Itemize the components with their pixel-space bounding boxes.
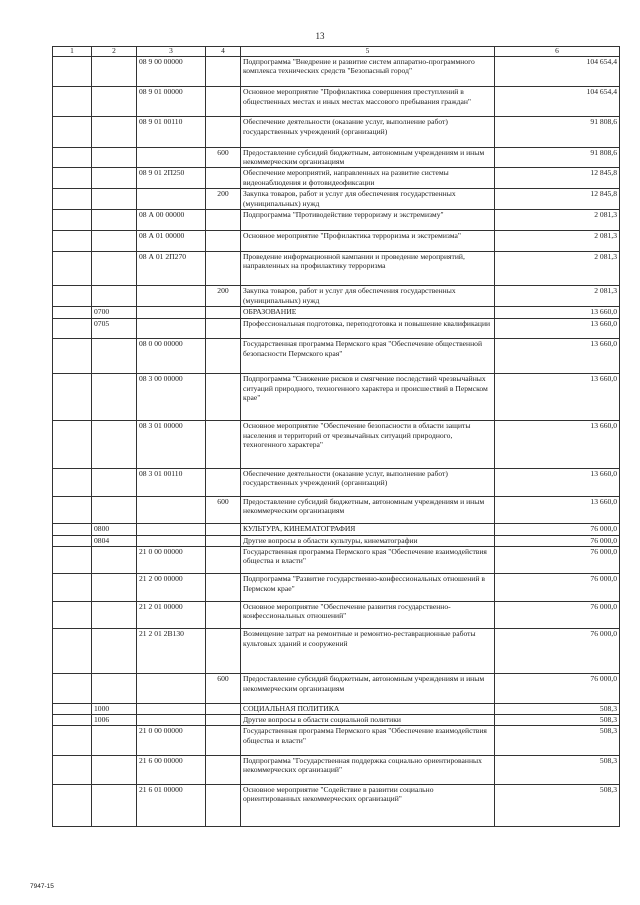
cell-col-5: Обеспечение мероприятий, направленных на развитие системы видеонаблюдения и фотовидеофиксации	[241, 168, 495, 189]
cell-col-1	[53, 546, 92, 573]
header-col-3: 3	[137, 47, 206, 57]
cell-col-4	[206, 574, 241, 601]
cell-col-1	[53, 629, 92, 674]
cell-col-2	[92, 785, 137, 827]
cell-col-4	[206, 546, 241, 573]
cell-col-2	[92, 726, 137, 755]
cell-col-2	[92, 374, 137, 421]
cell-col-2	[92, 468, 137, 496]
table-row	[53, 230, 620, 251]
cell-col-2	[92, 755, 137, 784]
cell-col-2: 0700	[92, 307, 137, 318]
cell-col-5: Профессиональная подготовка, переподготовка и повышение квалификации	[241, 318, 495, 339]
cell-col-1	[53, 601, 92, 628]
table-row	[53, 574, 620, 601]
table-row	[53, 601, 620, 628]
table-row	[53, 87, 620, 117]
table-row	[53, 726, 620, 755]
cell-col-6: 13 660,0	[495, 468, 620, 496]
cell-col-3: 08 А 01 2П270	[137, 251, 206, 286]
cell-col-5: ОБРАЗОВАНИЕ	[241, 307, 495, 318]
cell-col-4	[206, 785, 241, 827]
table-row	[53, 307, 620, 318]
cell-col-5: Возмещение затрат на ремонтные и ремонтно-реставрационные работы культовых зданий и сооружений	[241, 629, 495, 674]
cell-col-3: 21 2 00 00000	[137, 574, 206, 601]
cell-col-1	[53, 524, 92, 535]
header-col-1: 1	[53, 47, 92, 57]
cell-col-4	[206, 307, 241, 318]
cell-col-3: 21 6 00 00000	[137, 755, 206, 784]
cell-col-6: 13 660,0	[495, 339, 620, 374]
cell-col-4: 600	[206, 496, 241, 523]
table-row	[53, 251, 620, 286]
table-row	[53, 57, 620, 87]
cell-col-5: Основное мероприятие "Содействие в развитии социально ориентированных некоммерческих организаций"	[241, 785, 495, 827]
cell-col-3: 08 А 01 00000	[137, 230, 206, 251]
cell-col-6: 508,3	[495, 755, 620, 784]
cell-col-6: 76 000,0	[495, 601, 620, 628]
cell-col-4	[206, 230, 241, 251]
cell-col-5: Государственная программа Пермского края "Обеспечение взаимодействия общества и власти"	[241, 546, 495, 573]
cell-col-2	[92, 574, 137, 601]
cell-col-6: 508,3	[495, 715, 620, 726]
cell-col-4	[206, 251, 241, 286]
table-row	[53, 147, 620, 168]
table-row	[53, 755, 620, 784]
cell-col-5: Основное мероприятие "Профилактика терроризма и экстремизма"	[241, 230, 495, 251]
cell-col-6: 13 660,0	[495, 307, 620, 318]
cell-col-2	[92, 230, 137, 251]
cell-col-4	[206, 524, 241, 535]
cell-col-3	[137, 307, 206, 318]
cell-col-1	[53, 785, 92, 827]
cell-col-2	[92, 57, 137, 87]
cell-col-4	[206, 468, 241, 496]
header-col-4: 4	[206, 47, 241, 57]
cell-col-3	[137, 524, 206, 535]
cell-col-1	[53, 715, 92, 726]
cell-col-5: Подпрограмма "Снижение рисков и смягчение последствий чрезвычайных ситуаций природного, техногенного характера и происшествий в Пермском крае"	[241, 374, 495, 421]
cell-col-2	[92, 168, 137, 189]
cell-col-6: 76 000,0	[495, 524, 620, 535]
header-col-2: 2	[92, 47, 137, 57]
budget-table	[52, 46, 620, 827]
cell-col-2	[92, 496, 137, 523]
cell-col-2: 1006	[92, 715, 137, 726]
cell-col-5: Государственная программа Пермского края "Обеспечение общественной безопасности Пермского края"	[241, 339, 495, 374]
cell-col-3	[137, 703, 206, 714]
table-row	[53, 286, 620, 307]
cell-col-2	[92, 147, 137, 168]
cell-col-5: Закупка товаров, работ и услуг для обеспечения государственных (муниципальных) нужд	[241, 286, 495, 307]
header-row	[53, 47, 620, 57]
cell-col-1	[53, 755, 92, 784]
cell-col-4	[206, 339, 241, 374]
cell-col-3: 21 0 00 00000	[137, 546, 206, 573]
cell-col-3: 21 6 01 00000	[137, 785, 206, 827]
cell-col-2	[92, 339, 137, 374]
cell-col-1	[53, 574, 92, 601]
cell-col-3: 08 3 01 00000	[137, 421, 206, 468]
table-row	[53, 674, 620, 703]
cell-col-5: Другие вопросы в области культуры, кинематографии	[241, 535, 495, 546]
cell-col-5: СОЦИАЛЬНАЯ ПОЛИТИКА	[241, 703, 495, 714]
cell-col-1	[53, 168, 92, 189]
cell-col-1	[53, 87, 92, 117]
cell-col-4: 600	[206, 147, 241, 168]
cell-col-1	[53, 57, 92, 87]
table-row	[53, 496, 620, 523]
cell-col-4	[206, 87, 241, 117]
cell-col-6: 13 660,0	[495, 496, 620, 523]
cell-col-4	[206, 168, 241, 189]
cell-col-6: 76 000,0	[495, 574, 620, 601]
table-row	[53, 209, 620, 230]
cell-col-3: 08 9 01 2П250	[137, 168, 206, 189]
cell-col-4	[206, 117, 241, 147]
cell-col-5: Основное мероприятие "Обеспечение безопасности в области защиты населения и территорий от чрезвычайных ситуаций природного, техногенного характера"	[241, 421, 495, 468]
table-row	[53, 421, 620, 468]
cell-col-6: 2 081,3	[495, 251, 620, 286]
cell-col-5: Основное мероприятие "Обеспечение развития государственно-конфессиональных отношений"	[241, 601, 495, 628]
cell-col-6: 2 081,3	[495, 209, 620, 230]
cell-col-6: 91 808,6	[495, 117, 620, 147]
table-row	[53, 629, 620, 674]
cell-col-5: Государственная программа Пермского края "Обеспечение взаимодействия общества и власти"	[241, 726, 495, 755]
cell-col-3: 21 0 00 00000	[137, 726, 206, 755]
cell-col-4	[206, 209, 241, 230]
cell-col-6: 76 000,0	[495, 546, 620, 573]
cell-col-2: 0705	[92, 318, 137, 339]
cell-col-3: 08 0 00 00000	[137, 339, 206, 374]
cell-col-4	[206, 629, 241, 674]
cell-col-2	[92, 189, 137, 210]
cell-col-1	[53, 117, 92, 147]
cell-col-5: Предоставление субсидий бюджетным, автономным учреждениям и иным некоммерческим организациям	[241, 496, 495, 523]
cell-col-3: 08 3 00 00000	[137, 374, 206, 421]
cell-col-2	[92, 421, 137, 468]
cell-col-6: 508,3	[495, 785, 620, 827]
cell-col-1	[53, 468, 92, 496]
cell-col-6: 2 081,3	[495, 286, 620, 307]
cell-col-2	[92, 251, 137, 286]
cell-col-6: 508,3	[495, 726, 620, 755]
cell-col-1	[53, 339, 92, 374]
cell-col-5: Предоставление субсидий бюджетным, автономным учреждениям и иным некоммерческим организациям	[241, 147, 495, 168]
cell-col-1	[53, 147, 92, 168]
cell-col-5: Проведение информационной кампании и проведение мероприятий, направленных на профилактику терроризма	[241, 251, 495, 286]
cell-col-3	[137, 286, 206, 307]
table-row	[53, 189, 620, 210]
cell-col-4	[206, 57, 241, 87]
cell-col-2	[92, 546, 137, 573]
cell-col-5: Другие вопросы в области социальной политики	[241, 715, 495, 726]
header-col-6: 6	[495, 47, 620, 57]
cell-col-6: 104 654,4	[495, 87, 620, 117]
cell-col-6: 76 000,0	[495, 674, 620, 703]
table-row	[53, 468, 620, 496]
cell-col-6: 104 654,4	[495, 57, 620, 87]
cell-col-4	[206, 601, 241, 628]
table-row	[53, 715, 620, 726]
cell-col-5: Обеспечение деятельности (оказание услуг, выполнение работ) государственных учреждений (организаций)	[241, 468, 495, 496]
cell-col-1	[53, 189, 92, 210]
cell-col-2	[92, 209, 137, 230]
cell-col-5: Предоставление субсидий бюджетным, автономным учреждениям и иным некоммерческим организациям	[241, 674, 495, 703]
cell-col-1	[53, 251, 92, 286]
page-number: 13	[315, 31, 325, 41]
cell-col-4: 600	[206, 674, 241, 703]
header-col-5: 5	[241, 47, 495, 57]
cell-col-3	[137, 535, 206, 546]
cell-col-5: Подпрограмма "Государственная поддержка социально ориентированных некоммерческих организаций"	[241, 755, 495, 784]
cell-col-3	[137, 318, 206, 339]
cell-col-2	[92, 286, 137, 307]
cell-col-1	[53, 209, 92, 230]
cell-col-2	[92, 629, 137, 674]
cell-col-5: Подпрограмма "Противодействие терроризму и экстремизму"	[241, 209, 495, 230]
table-row	[53, 117, 620, 147]
cell-col-6: 76 000,0	[495, 535, 620, 546]
cell-col-4: 200	[206, 189, 241, 210]
cell-col-4	[206, 318, 241, 339]
cell-col-5: КУЛЬТУРА, КИНЕМАТОГРАФИЯ	[241, 524, 495, 535]
cell-col-1	[53, 374, 92, 421]
cell-col-2	[92, 674, 137, 703]
cell-col-3: 21 2 01 2В130	[137, 629, 206, 674]
cell-col-6: 12 845,8	[495, 168, 620, 189]
cell-col-4: 200	[206, 286, 241, 307]
cell-col-3: 08 3 01 00110	[137, 468, 206, 496]
table-row	[53, 703, 620, 714]
cell-col-1	[53, 535, 92, 546]
cell-col-6: 91 808,6	[495, 147, 620, 168]
cell-col-5: Подпрограмма "Развитие государственно-конфессиональных отношений в Пермском крае"	[241, 574, 495, 601]
cell-col-2	[92, 117, 137, 147]
cell-col-6: 13 660,0	[495, 374, 620, 421]
table-row	[53, 374, 620, 421]
table-row	[53, 535, 620, 546]
cell-col-3	[137, 674, 206, 703]
cell-col-1	[53, 286, 92, 307]
table-row	[53, 785, 620, 827]
table-row	[53, 524, 620, 535]
cell-col-3	[137, 715, 206, 726]
cell-col-3	[137, 189, 206, 210]
cell-col-3: 08 9 00 00000	[137, 57, 206, 87]
cell-col-1	[53, 496, 92, 523]
cell-col-4	[206, 726, 241, 755]
cell-col-4	[206, 535, 241, 546]
table-row	[53, 168, 620, 189]
cell-col-1	[53, 230, 92, 251]
cell-col-6: 76 000,0	[495, 629, 620, 674]
cell-col-5: Подпрограмма "Внедрение и развитие систем аппаратно-программного комплекса технических средств "Безопасный город"	[241, 57, 495, 87]
cell-col-2	[92, 601, 137, 628]
table-row	[53, 318, 620, 339]
cell-col-5: Обеспечение деятельности (оказание услуг, выполнение работ) государственных учреждений (организаций)	[241, 117, 495, 147]
cell-col-5: Закупка товаров, работ и услуг для обеспечения государственных (муниципальных) нужд	[241, 189, 495, 210]
cell-col-6: 13 660,0	[495, 421, 620, 468]
cell-col-4	[206, 421, 241, 468]
cell-col-6: 2 081,3	[495, 230, 620, 251]
cell-col-2	[92, 87, 137, 117]
table-row	[53, 339, 620, 374]
cell-col-6: 13 660,0	[495, 318, 620, 339]
cell-col-4	[206, 703, 241, 714]
cell-col-4	[206, 374, 241, 421]
cell-col-1	[53, 674, 92, 703]
cell-col-2: 1000	[92, 703, 137, 714]
cell-col-3: 21 2 01 00000	[137, 601, 206, 628]
table-body	[53, 57, 620, 827]
cell-col-6: 12 845,8	[495, 189, 620, 210]
cell-col-4	[206, 755, 241, 784]
cell-col-2: 0800	[92, 524, 137, 535]
table-row	[53, 546, 620, 573]
cell-col-3: 08 А 00 00000	[137, 209, 206, 230]
cell-col-4	[206, 715, 241, 726]
footer-code: 7947-15	[30, 883, 54, 890]
cell-col-5: Основное мероприятие "Профилактика совершения преступлений в общественных местах и иных местах массового пребывания граждан"	[241, 87, 495, 117]
cell-col-3: 08 9 01 00110	[137, 117, 206, 147]
cell-col-3: 08 9 01 00000	[137, 87, 206, 117]
cell-col-1	[53, 307, 92, 318]
cell-col-1	[53, 726, 92, 755]
cell-col-1	[53, 421, 92, 468]
cell-col-2: 0804	[92, 535, 137, 546]
cell-col-3	[137, 147, 206, 168]
cell-col-1	[53, 318, 92, 339]
cell-col-1	[53, 703, 92, 714]
cell-col-6: 508,3	[495, 703, 620, 714]
cell-col-3	[137, 496, 206, 523]
